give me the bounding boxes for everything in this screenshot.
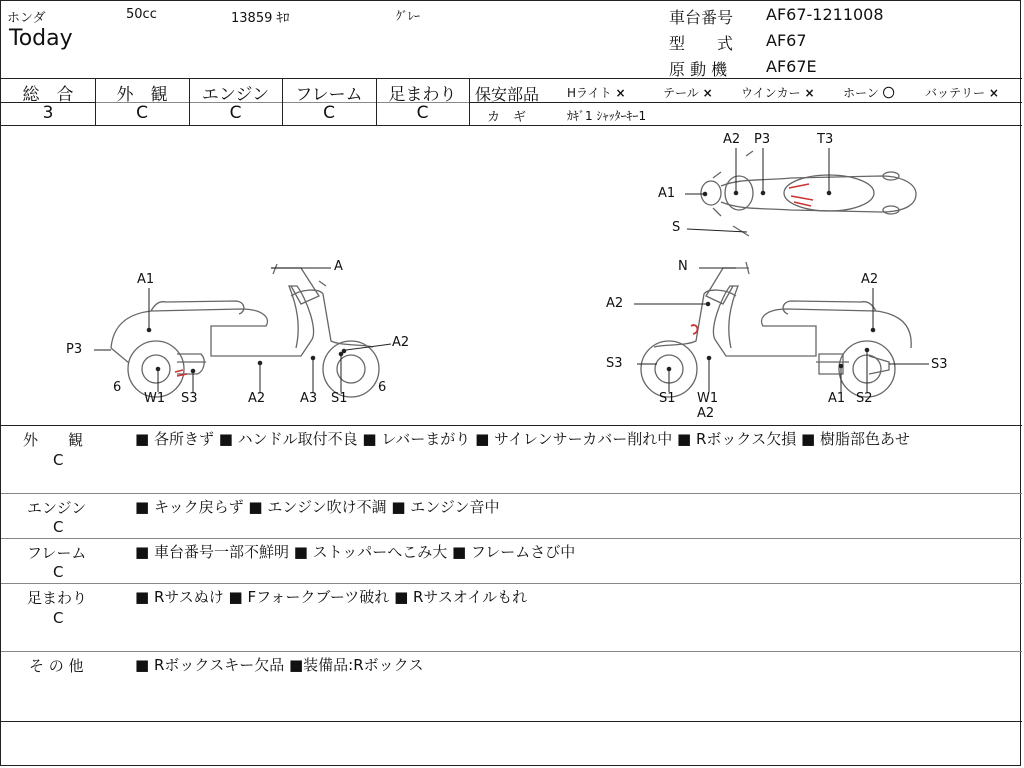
section-text-other: ■ Rボックスキー欠品 ■装備品:Rボックス	[135, 656, 424, 674]
grade-label-suspension: 足まわり	[388, 85, 457, 105]
section-name-frame: フレーム	[27, 544, 87, 562]
diagram-label: T3	[817, 132, 834, 147]
color: ｸﾞﾚｰ	[396, 9, 421, 23]
grade-value-exterior: C	[136, 103, 148, 123]
key-value: ｶｷﾞ1 ｼｬｯﾀｰｷｰ1	[567, 109, 647, 123]
divider	[1, 425, 1022, 426]
diagram-label: 6	[378, 380, 387, 395]
safety-tail: テール ×	[663, 86, 713, 100]
key-label: カ ギ	[487, 110, 527, 125]
safety-horn: ホーン 〇	[843, 86, 895, 100]
diagram-label: A2	[248, 391, 266, 406]
type-label: 型 式	[669, 34, 734, 53]
displacement: 50cc	[126, 7, 157, 22]
frame-no-label: 車台番号	[669, 8, 734, 27]
grade-label-overall: 総 合	[22, 85, 74, 105]
diagram-label: S1	[659, 391, 676, 406]
diagram-label: S1	[331, 391, 348, 406]
engine-label: 原 動 機	[669, 60, 728, 79]
diagram-label: W1	[144, 391, 166, 406]
diagram-label: 6	[113, 380, 122, 395]
frame-no: AF67-1211008	[766, 5, 884, 24]
grade-label-engine: エンジン	[201, 85, 270, 105]
grade-value-engine: C	[229, 103, 242, 123]
divider	[1, 538, 1022, 539]
divider	[469, 102, 1022, 103]
model-name: Today	[9, 26, 73, 51]
safety-winker: ウインカー ×	[741, 86, 815, 100]
diagram-label: W1	[697, 391, 719, 406]
divider	[1, 583, 1022, 584]
diagram-label: S3	[931, 357, 948, 372]
section-text-frame: ■ 車台番号一部不鮮明 ■ ストッパーへこみ大 ■ フレームさび中	[135, 543, 576, 561]
diagram-label: A	[334, 259, 343, 274]
grade-value-suspension: C	[416, 103, 429, 123]
diagram-label: S3	[606, 356, 623, 371]
damage-mark	[175, 370, 187, 376]
divider	[1, 721, 1022, 722]
engine-value: AF67E	[766, 57, 817, 76]
section-text-exterior: ■ 各所きず ■ ハンドル取付不良 ■ レバーまがり ■ サイレンサーカバー削れ中 ■ Rボックス欠損 ■ 樹脂部色あせ	[135, 430, 910, 448]
diagram-label: N	[678, 259, 688, 274]
divider	[1, 651, 1022, 652]
maker: ホンダ	[7, 11, 46, 26]
divider	[1, 493, 1022, 494]
top-view-scooter	[701, 151, 916, 236]
section-grade-frame: C	[53, 563, 64, 581]
section-text-suspension: ■ Rサスぬけ ■ Fフォークブーツ破れ ■ Rサスオイルもれ	[135, 588, 528, 606]
diagram-label: A3	[300, 391, 318, 406]
section-name-exterior: 外 観	[23, 431, 84, 449]
diagram-label: A2	[723, 132, 741, 147]
grade-label-frame: フレーム	[295, 85, 363, 105]
grade-value-overall: 3	[42, 103, 54, 123]
damage-mark	[789, 184, 813, 206]
divider	[1, 78, 1022, 79]
grade-value-frame: C	[323, 103, 335, 123]
safety-battery: バッテリー ×	[925, 86, 999, 100]
section-grade-engine: C	[53, 518, 64, 536]
diagram-label: A1	[137, 272, 155, 287]
diagram-label: S3	[181, 391, 198, 406]
section-grade-suspension: C	[53, 609, 64, 627]
damage-mark	[691, 325, 697, 334]
diagram-label: S	[672, 220, 681, 235]
diagram-label: A2	[861, 272, 879, 287]
diagram-label: A1	[828, 391, 846, 406]
safety-headlight: Hライト ×	[567, 86, 626, 100]
diagram-label: A2	[606, 296, 624, 311]
diagram-label: A2	[392, 335, 410, 350]
section-grade-exterior: C	[53, 451, 64, 469]
safety-label: 保安部品	[475, 85, 540, 104]
section-name-suspension: 足まわり	[27, 589, 88, 607]
diagram-label: S2	[856, 391, 873, 406]
diagram-label: A1	[658, 186, 676, 201]
type-value: AF67	[766, 31, 807, 50]
divider	[469, 78, 470, 125]
diagram-label: P3	[754, 132, 771, 147]
diagram-label: A2	[697, 406, 715, 421]
section-name-other: そ の 他	[29, 657, 84, 675]
diagram-label: P3	[66, 342, 83, 357]
grade-label-exterior: 外 観	[116, 85, 168, 105]
mileage: 13859 ｷﾛ	[231, 11, 290, 26]
section-name-engine: エンジン	[27, 499, 87, 517]
section-text-engine: ■ キック戻らず ■ エンジン吹け不調 ■ エンジン音中	[135, 498, 500, 516]
